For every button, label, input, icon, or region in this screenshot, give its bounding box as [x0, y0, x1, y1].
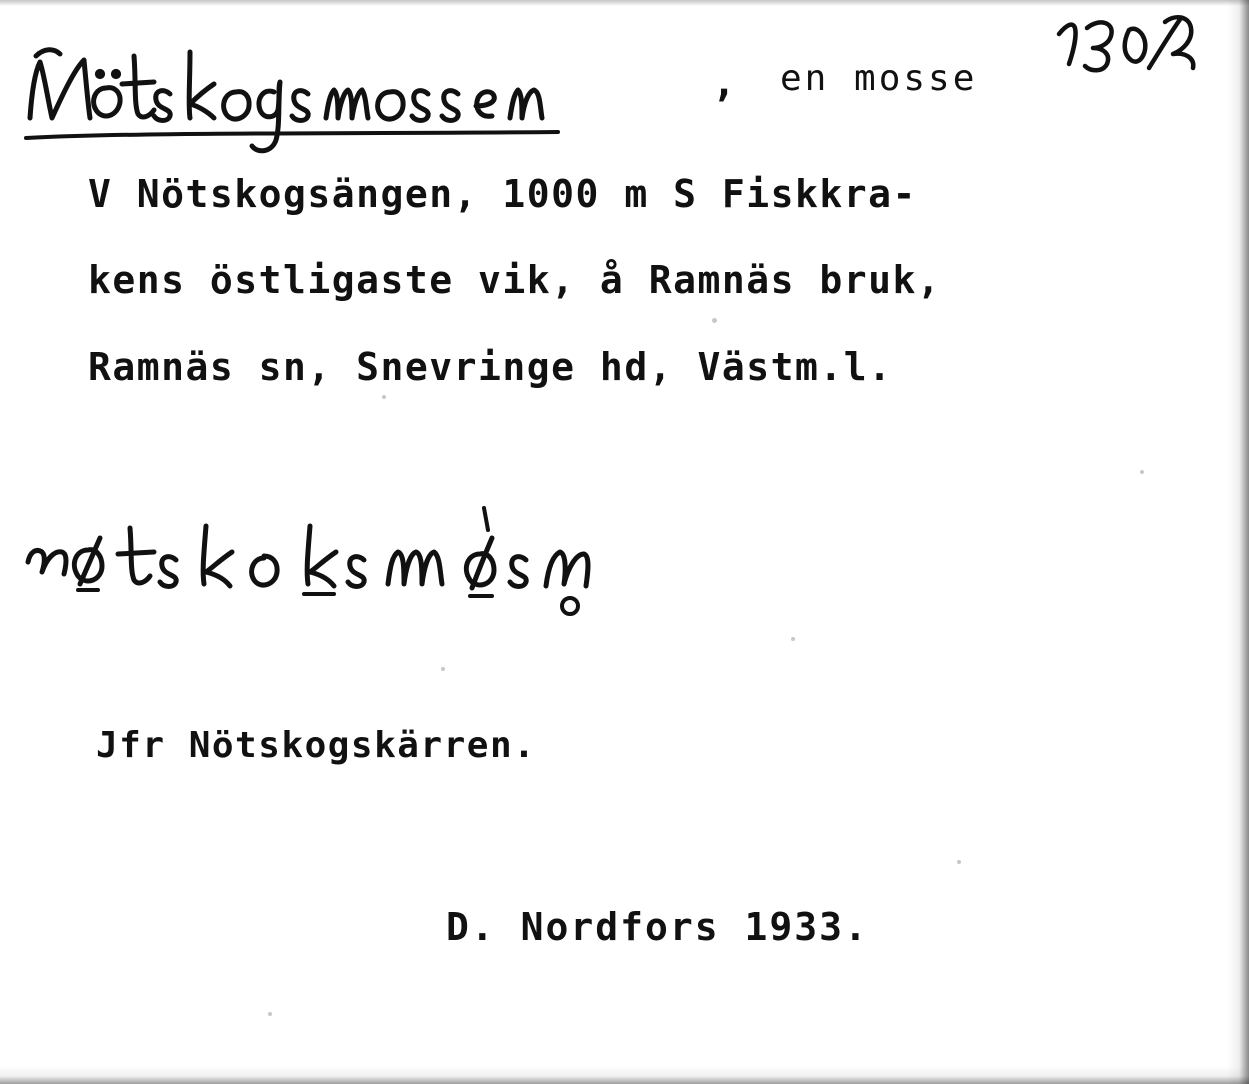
card-edge-bottom-shadow	[0, 1066, 1249, 1084]
card-edge-top-shadow	[0, 0, 1249, 6]
gloss-text: en mosse	[780, 58, 978, 99]
scan-speck	[791, 637, 795, 641]
body-line-1: V Nötskogsängen, 1000 m S Fiskkra-	[88, 172, 917, 216]
body-line-3: Ramnäs sn, Snevringe hd, Västm.l.	[88, 345, 893, 389]
signature: D. Nordfors 1933.	[446, 905, 869, 949]
scan-speck	[382, 395, 386, 399]
headword-comma: ,	[712, 60, 738, 106]
body-line-2: kens östligaste vik, å Ramnäs bruk,	[88, 258, 942, 302]
scan-speck	[268, 1012, 272, 1016]
folio-number	[1053, 8, 1203, 78]
scan-speck	[1140, 470, 1144, 474]
headword-handwritten	[18, 26, 718, 156]
phonetic-transcription-handwritten	[14, 490, 774, 630]
scan-speck	[957, 860, 961, 864]
scan-speck	[712, 318, 717, 323]
cross-reference: Jfr Nötskogskärren.	[96, 725, 537, 766]
card-edge-right-shadow	[1227, 0, 1249, 1084]
scan-speck	[441, 667, 445, 671]
